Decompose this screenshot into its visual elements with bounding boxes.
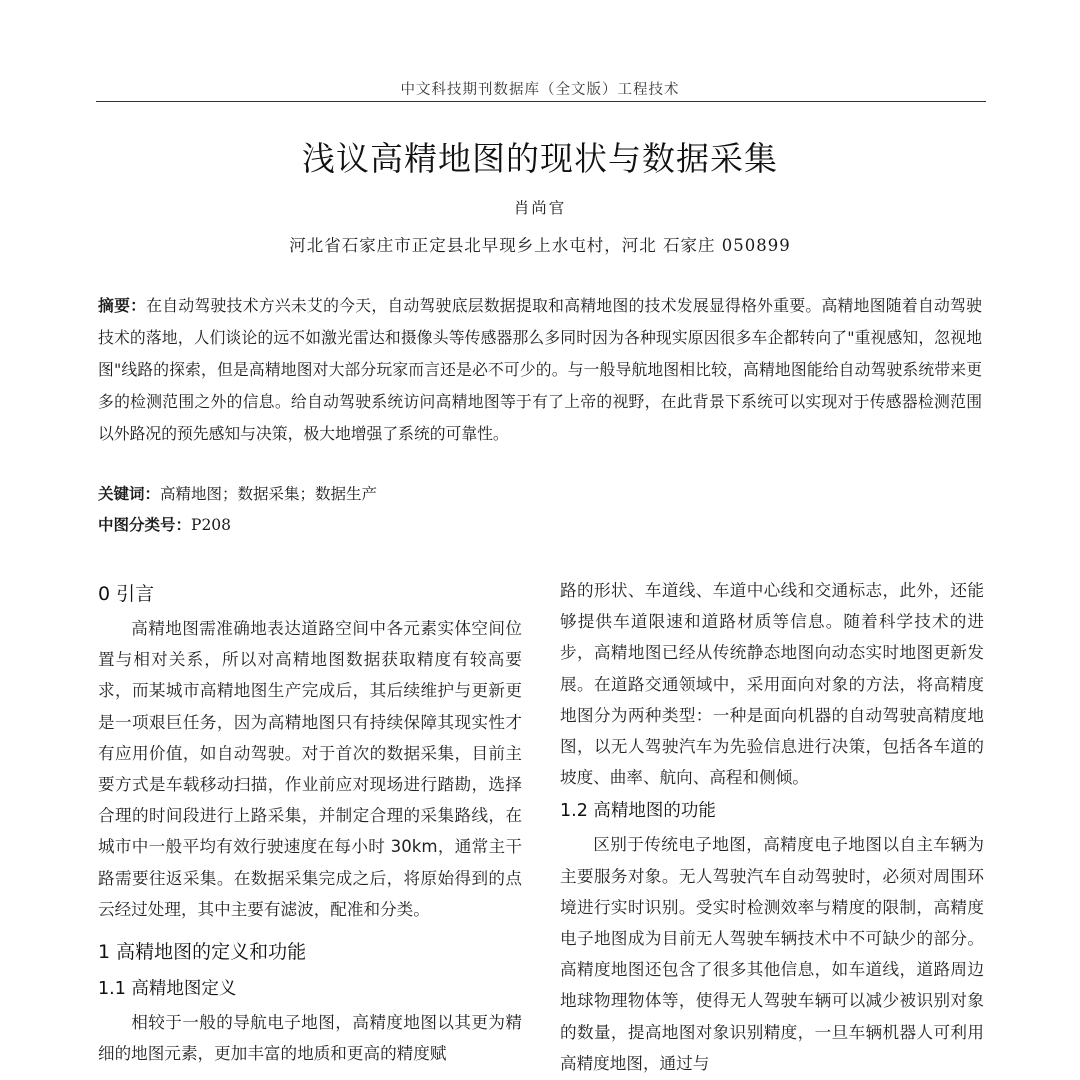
section-0-heading: 0 引言 — [98, 583, 155, 605]
classification-label: 中图分类号： — [98, 516, 192, 534]
section-1-2-paragraph: 区别于传统电子地图，高精度电子地图以自主车辆为主要服务对象。无人驾驶汽车自动驾驶时，必须对周围环境进行实时识别。受实时检测效率与精度的限制，高精度电子地图成为目前无人驾驶车辆技术中不可缺少的部分。高精度地图还包含了很多其他信息，如车道线，道路周边地球物理物体等，使得无人驾驶车辆可以减少被识别对象的数量，提高地图对象识别精度，一旦车辆机器人可利用高精度地图，通过与 — [560, 835, 984, 1073]
author: 肖尚官 — [513, 199, 567, 217]
keywords-text: 高精地图；数据采集；数据生产 — [160, 485, 378, 503]
abstract — [98, 290, 982, 450]
right-column — [560, 575, 984, 1079]
section-1-2-heading: 1.2 高精地图的功能 — [560, 801, 716, 822]
section-1-heading: 1 高精地图的定义和功能 — [98, 941, 307, 964]
left-column — [98, 575, 522, 1069]
header-rule — [96, 101, 986, 102]
paper-title: 浅议高精地图的现状与数据采集 — [302, 139, 778, 178]
classification-text: P208 — [191, 516, 232, 534]
section-1-1-heading: 1.1 高精地图定义 — [98, 979, 237, 1000]
section-1-1-paragraph: 相较于一般的导航电子地图，高精度地图以其更为精细的地图元素，更加丰富的地质和更高的精度赋 — [98, 1013, 522, 1064]
journal-header: 中文科技期刊数据库（全文版）工程技术 — [400, 82, 680, 98]
abstract-label: 摘要： — [98, 296, 147, 315]
section-0-paragraph: 高精地图需准确地表达道路空间中各元素实体空间位置与相对关系，所以对高精地图数据获取精度有较高要求，而某城市高精地图生产完成后，其后续维护与更新更是一项艰巨任务，因为高精地图只有持续保障其现实性才有应用价值，如自动驾驶。对于首次的数据采集，目前主要方式是车载移动扫描，作业前应对现场进行踏勘，选择合理的时间段进行上路采集，并制定合理的采集路线，在城市中一般平均有效行驶速度在每小时 30km，通常主干路需要往返采集。在数据采集完成之后，将原始得到的点云经过处理，其中主要有滤波，配准和分类。 — [98, 619, 522, 919]
keywords — [98, 482, 377, 504]
keywords-label: 关键词： — [98, 485, 161, 503]
affiliation: 河北省石家庄市正定县北早现乡上水屯村，河北 石家庄 050899 — [289, 236, 791, 255]
classification — [98, 513, 231, 535]
abstract-text: 在自动驾驶技术方兴未艾的今天，自动驾驶底层数据提取和高精地图的技术发展显得格外重要。高精地图随着自动驾驶技术的落地，人们谈论的远不如激光雷达和摄像头等传感器那么多同时因为各种现实原因很多车企都转向了"重视感知，忽视地图"线路的探索，但是高精地图对大部分玩家而言还是必不可少的。与一般导航地图相比较，高精地图能给自动驾驶系统带来更多的检测范围之外的信息。给自动驾驶系统访问高精地图等于有了上帝的视野，在此背景下系统可以实现对于传感器检测范围以外路况的预先感知与决策，极大地增强了系统的可靠性。 — [98, 296, 982, 443]
section-1-1-paragraph-continued: 路的形状、车道线、车道中心线和交通标志，此外，还能够提供车道限速和道路材质等信息。随着科学技术的进步，高精地图已经从传统静态地图向动态实时地图更新发展。在道路交通领域中，采用面向对象的方法，将高精度地图分为两种类型：一种是面向机器的自动驾驶高精度地图，以无人驾驶汽车为先验信息进行决策，包括各车道的坡度、曲率、航向、高程和侧倾。 — [560, 581, 984, 788]
